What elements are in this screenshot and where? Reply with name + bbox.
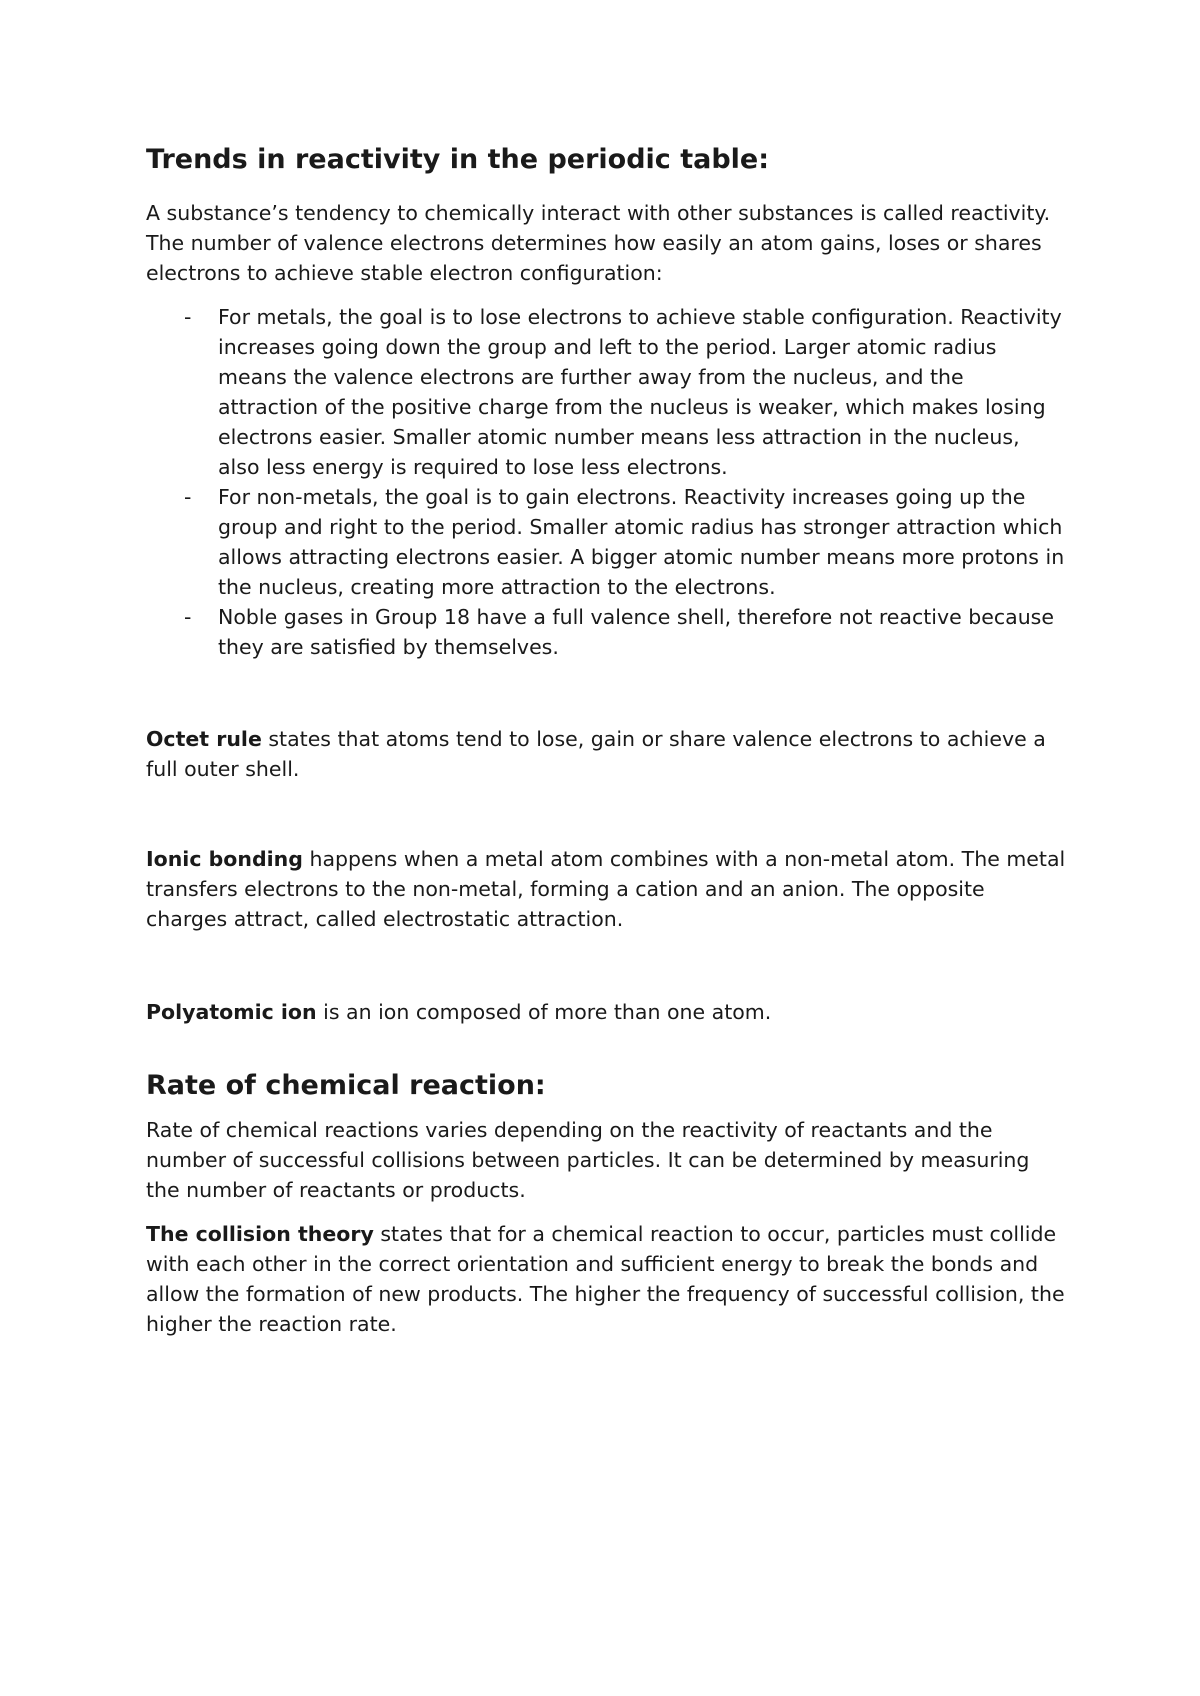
bullet-dash: -: [184, 605, 192, 629]
term-polyatomic-ion: Polyatomic ion: [146, 1000, 317, 1024]
bullet-item-noble-gases: [146, 602, 1066, 662]
term-ionic-bonding: Ionic bonding: [146, 847, 303, 871]
bullet-dash: -: [184, 305, 192, 329]
bullet-item-non-metals: [146, 482, 1066, 602]
heading-trends-in-reactivity: Trends in reactivity in the periodic table:: [146, 144, 770, 175]
bullet-text-non-metals: For non-metals, the goal is to gain electrons. Reactivity increases going up the group and right to the period. Smaller atomic radius has stronger attraction which allows attracting electrons easier. A bigger atomic number means more protons in the nucleus, creating more attraction to the electrons.: [218, 485, 1065, 599]
term-collision-theory: The collision theory: [146, 1222, 374, 1246]
paragraph-collision-theory: [146, 1219, 1066, 1339]
definition-collision-theory: states that for a chemical reaction to occur, particles must collide with each other in the correct orientation and sufficient energy to break the bonds and allow the formation of new products. The higher the frequency of successful collision, the higher the reaction rate.: [146, 1222, 1065, 1336]
bullet-list-reactivity: [146, 302, 1066, 662]
paragraph-ionic-bonding: [146, 844, 1066, 934]
definition-octet-rule: states that atoms tend to lose, gain or share valence electrons to achieve a full outer shell.: [146, 727, 1046, 781]
bullet-dash: -: [184, 485, 192, 509]
definition-ionic-bonding: happens when a metal atom combines with a non-metal atom. The metal transfers electrons to the non-metal, forming a cation and an anion. The opposite charges attract, called electrostatic attraction.: [146, 847, 1066, 931]
paragraph-polyatomic-ion: [146, 997, 1066, 1027]
bullet-text-noble-gases: Noble gases in Group 18 have a full valence shell, therefore not reactive because they are satisfied by themselves.: [218, 605, 1054, 659]
term-octet-rule: Octet rule: [146, 727, 262, 751]
paragraph-rate-intro: Rate of chemical reactions varies depending on the reactivity of reactants and the number of successful collisions between particles. It can be determined by measuring the number of reactants or products.: [146, 1118, 1030, 1202]
definition-polyatomic-ion: is an ion composed of more than one atom.: [316, 1000, 772, 1024]
paragraph-octet-rule: [146, 724, 1066, 784]
paragraph-reactivity-intro: A substance’s tendency to chemically interact with other substances is called reactivity. The number of valence electrons determines how easily an atom gains, loses or shares electrons to achieve stable electron configuration:: [146, 201, 1051, 285]
bullet-text-metals: For metals, the goal is to lose electrons to achieve stable configuration. Reactivity increases going down the group and left to the period. Larger atomic radius means the valence electrons are further away from the nucleus, and the attraction of the positive charge from the nucleus is weaker, which makes losing electrons easier. Smaller atomic number means less attraction in the nucleus, also less energy is required to lose less electrons.: [218, 305, 1062, 479]
document-page: [146, 140, 1066, 1339]
heading-rate-of-chemical-reaction: Rate of chemical reaction:: [146, 1070, 546, 1101]
bullet-item-metals: [146, 302, 1066, 482]
